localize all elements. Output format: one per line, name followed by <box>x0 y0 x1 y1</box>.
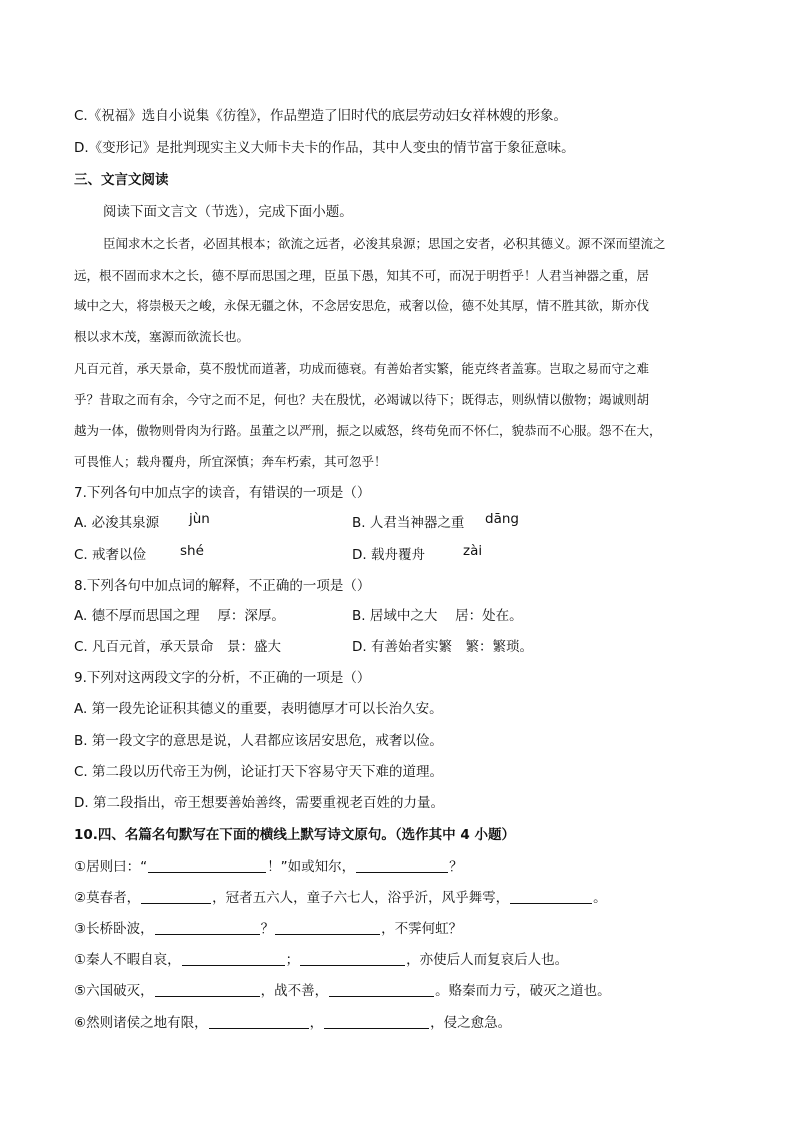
passage-line: 远，根不固而求木之长，德不厚而思国之理，臣虽下愚，知其不可，而况于明哲乎！人君当神器之重，居 <box>74 268 650 283</box>
q8-option-b: B. 居域中之大 居：处在。 <box>352 608 523 624</box>
answer-blank[interactable] <box>300 951 405 966</box>
fill-item-text: ，侵之愈急。 <box>430 1015 512 1031</box>
q7-option-a-pinyin: jùn <box>189 511 210 527</box>
fill-item-text: ①居则曰：“ <box>74 859 148 875</box>
fill-item-text: ，不霁何虹？ <box>381 921 463 937</box>
q8-option-c: C. 凡百元首，承天景命 景：盛大 <box>74 639 282 655</box>
q7-option-b-pinyin: dāng <box>485 511 519 527</box>
fill-item-text: 。 <box>593 890 607 906</box>
fill-item-text: ③长桥卧波， <box>74 921 154 937</box>
fill-item-text: ，战不善， <box>260 983 329 999</box>
passage-line: 根以求木茂，塞源而欲流长也。 <box>74 329 250 344</box>
fill-item-6 <box>74 1011 511 1031</box>
q7-option-d-pinyin: zài <box>463 543 483 559</box>
fill-item-5 <box>74 979 611 999</box>
answer-blank[interactable] <box>356 858 448 873</box>
question-10-stem: 10.四、名篇名句默写在下面的横线上默写诗文原句。（选作其中 4 小题） <box>74 827 515 843</box>
q7-option-c: C. 戒奢以俭 <box>74 547 147 563</box>
answer-blank[interactable] <box>209 1014 309 1029</box>
fill-item-text: ？ <box>260 921 275 937</box>
option-c-text: C.《祝福》选自小说集《彷徨》，作品塑造了旧时代的底层劳动妇女祥林嫂的形象。 <box>74 108 567 124</box>
section-heading: 三、文言文阅读 <box>74 172 169 188</box>
passage-line: 越为一体，傲物则骨肉为行路。虽董之以严刑，振之以威怒，终苟免而不怀仁，貌恭而不心服。怨不在大， <box>74 423 662 438</box>
fill-item-text: 。赂秦而力亏，破灭之道也。 <box>435 983 611 999</box>
question-9-stem: 9.下列对这两段文字的分析，不正确的一项是（） <box>74 670 371 686</box>
fill-item-text: ②莫春者， <box>74 890 141 906</box>
answer-blank[interactable] <box>141 889 211 904</box>
q8-option-d: D. 有善始者实繁 繁：繁琐。 <box>352 639 533 655</box>
q9-option-d: D. 第二段指出，帝王想要善始善终，需要重视老百姓的力量。 <box>74 795 444 811</box>
fill-item-text: ，冠者五六人，童子六七人，浴乎沂，风乎舞雩， <box>212 890 510 906</box>
fill-item-1 <box>74 855 463 875</box>
fill-item-text: ⑥然则诸侯之地有限， <box>74 1015 208 1031</box>
option-d-text: D.《变形记》是批判现实主义大师卡夫卡的作品，其中人变虫的情节富于象征意味。 <box>74 140 575 156</box>
q7-option-d: D. 载舟覆舟 <box>352 547 425 563</box>
fill-item-text: ！”如或知尔， <box>267 859 356 875</box>
answer-blank[interactable] <box>510 889 592 904</box>
passage-line: 乎？昔取之而有余，今守之而不足，何也？夫在殷忧，必竭诚以待下；既得志，则纵情以傲物；竭诚则胡 <box>74 392 650 407</box>
q7-option-b: B. 人君当神器之重 <box>352 515 465 531</box>
q7-option-c-pinyin: shé <box>180 543 204 559</box>
q8-option-a: A. 德不厚而思国之理 厚：深厚。 <box>74 608 285 624</box>
answer-blank[interactable] <box>155 982 260 997</box>
fill-item-2 <box>74 886 607 906</box>
passage-line: 臣闻求木之长者，必固其根本；欲流之远者，必浚其泉源；思国之安者，必积其德义。源不深而望流之 <box>103 236 666 251</box>
answer-blank[interactable] <box>182 951 285 966</box>
answer-blank[interactable] <box>324 1014 429 1029</box>
fill-item-3 <box>74 917 462 937</box>
fill-item-text: ？ <box>449 859 463 875</box>
answer-blank[interactable] <box>155 920 260 935</box>
fill-item-text: ①秦人不暇自哀， <box>74 952 181 968</box>
fill-item-text: ⑤六国破灭， <box>74 983 154 999</box>
answer-blank[interactable] <box>275 920 380 935</box>
question-8-stem: 8.下列各句中加点词的解释，不正确的一项是（） <box>74 578 371 594</box>
passage-line: 域中之大，将崇极天之峻，永保无疆之休，不念居安思危，戒奢以俭，德不处其厚，情不胜其欲，斯亦伐 <box>74 298 650 313</box>
fill-item-text: ， <box>309 1015 324 1031</box>
answer-blank[interactable] <box>329 982 434 997</box>
fill-item-text: ，亦使后人而复哀后人也。 <box>406 952 569 968</box>
fill-item-4 <box>74 948 568 968</box>
answer-blank[interactable] <box>148 858 266 873</box>
q9-option-b: B. 第一段文字的意思是说，人君都应该居安思危，戒奢以俭。 <box>74 733 443 749</box>
q7-option-a: A. 必浚其泉源 <box>74 515 160 531</box>
fill-item-text: ； <box>285 952 300 968</box>
passage-line: 凡百元首，承天景命，莫不殷忧而道著，功成而德衰。有善始者实繁，能克终者盖寡。岂取之易而守之难 <box>74 361 650 376</box>
q9-option-a: A. 第一段先论证积其德义的重要，表明德厚才可以长治久安。 <box>74 701 443 717</box>
reading-instruction: 阅读下面文言文（节选），完成下面小题。 <box>103 204 353 220</box>
q9-option-c: C. 第二段以历代帝王为例，论证打天下容易守天下难的道理。 <box>74 764 444 780</box>
question-7-stem: 7.下列各句中加点字的读音，有错误的一项是（） <box>74 485 371 501</box>
passage-line: 可畏惟人；载舟覆舟，所宜深慎；奔车朽索，其可忽乎！ <box>74 454 387 469</box>
